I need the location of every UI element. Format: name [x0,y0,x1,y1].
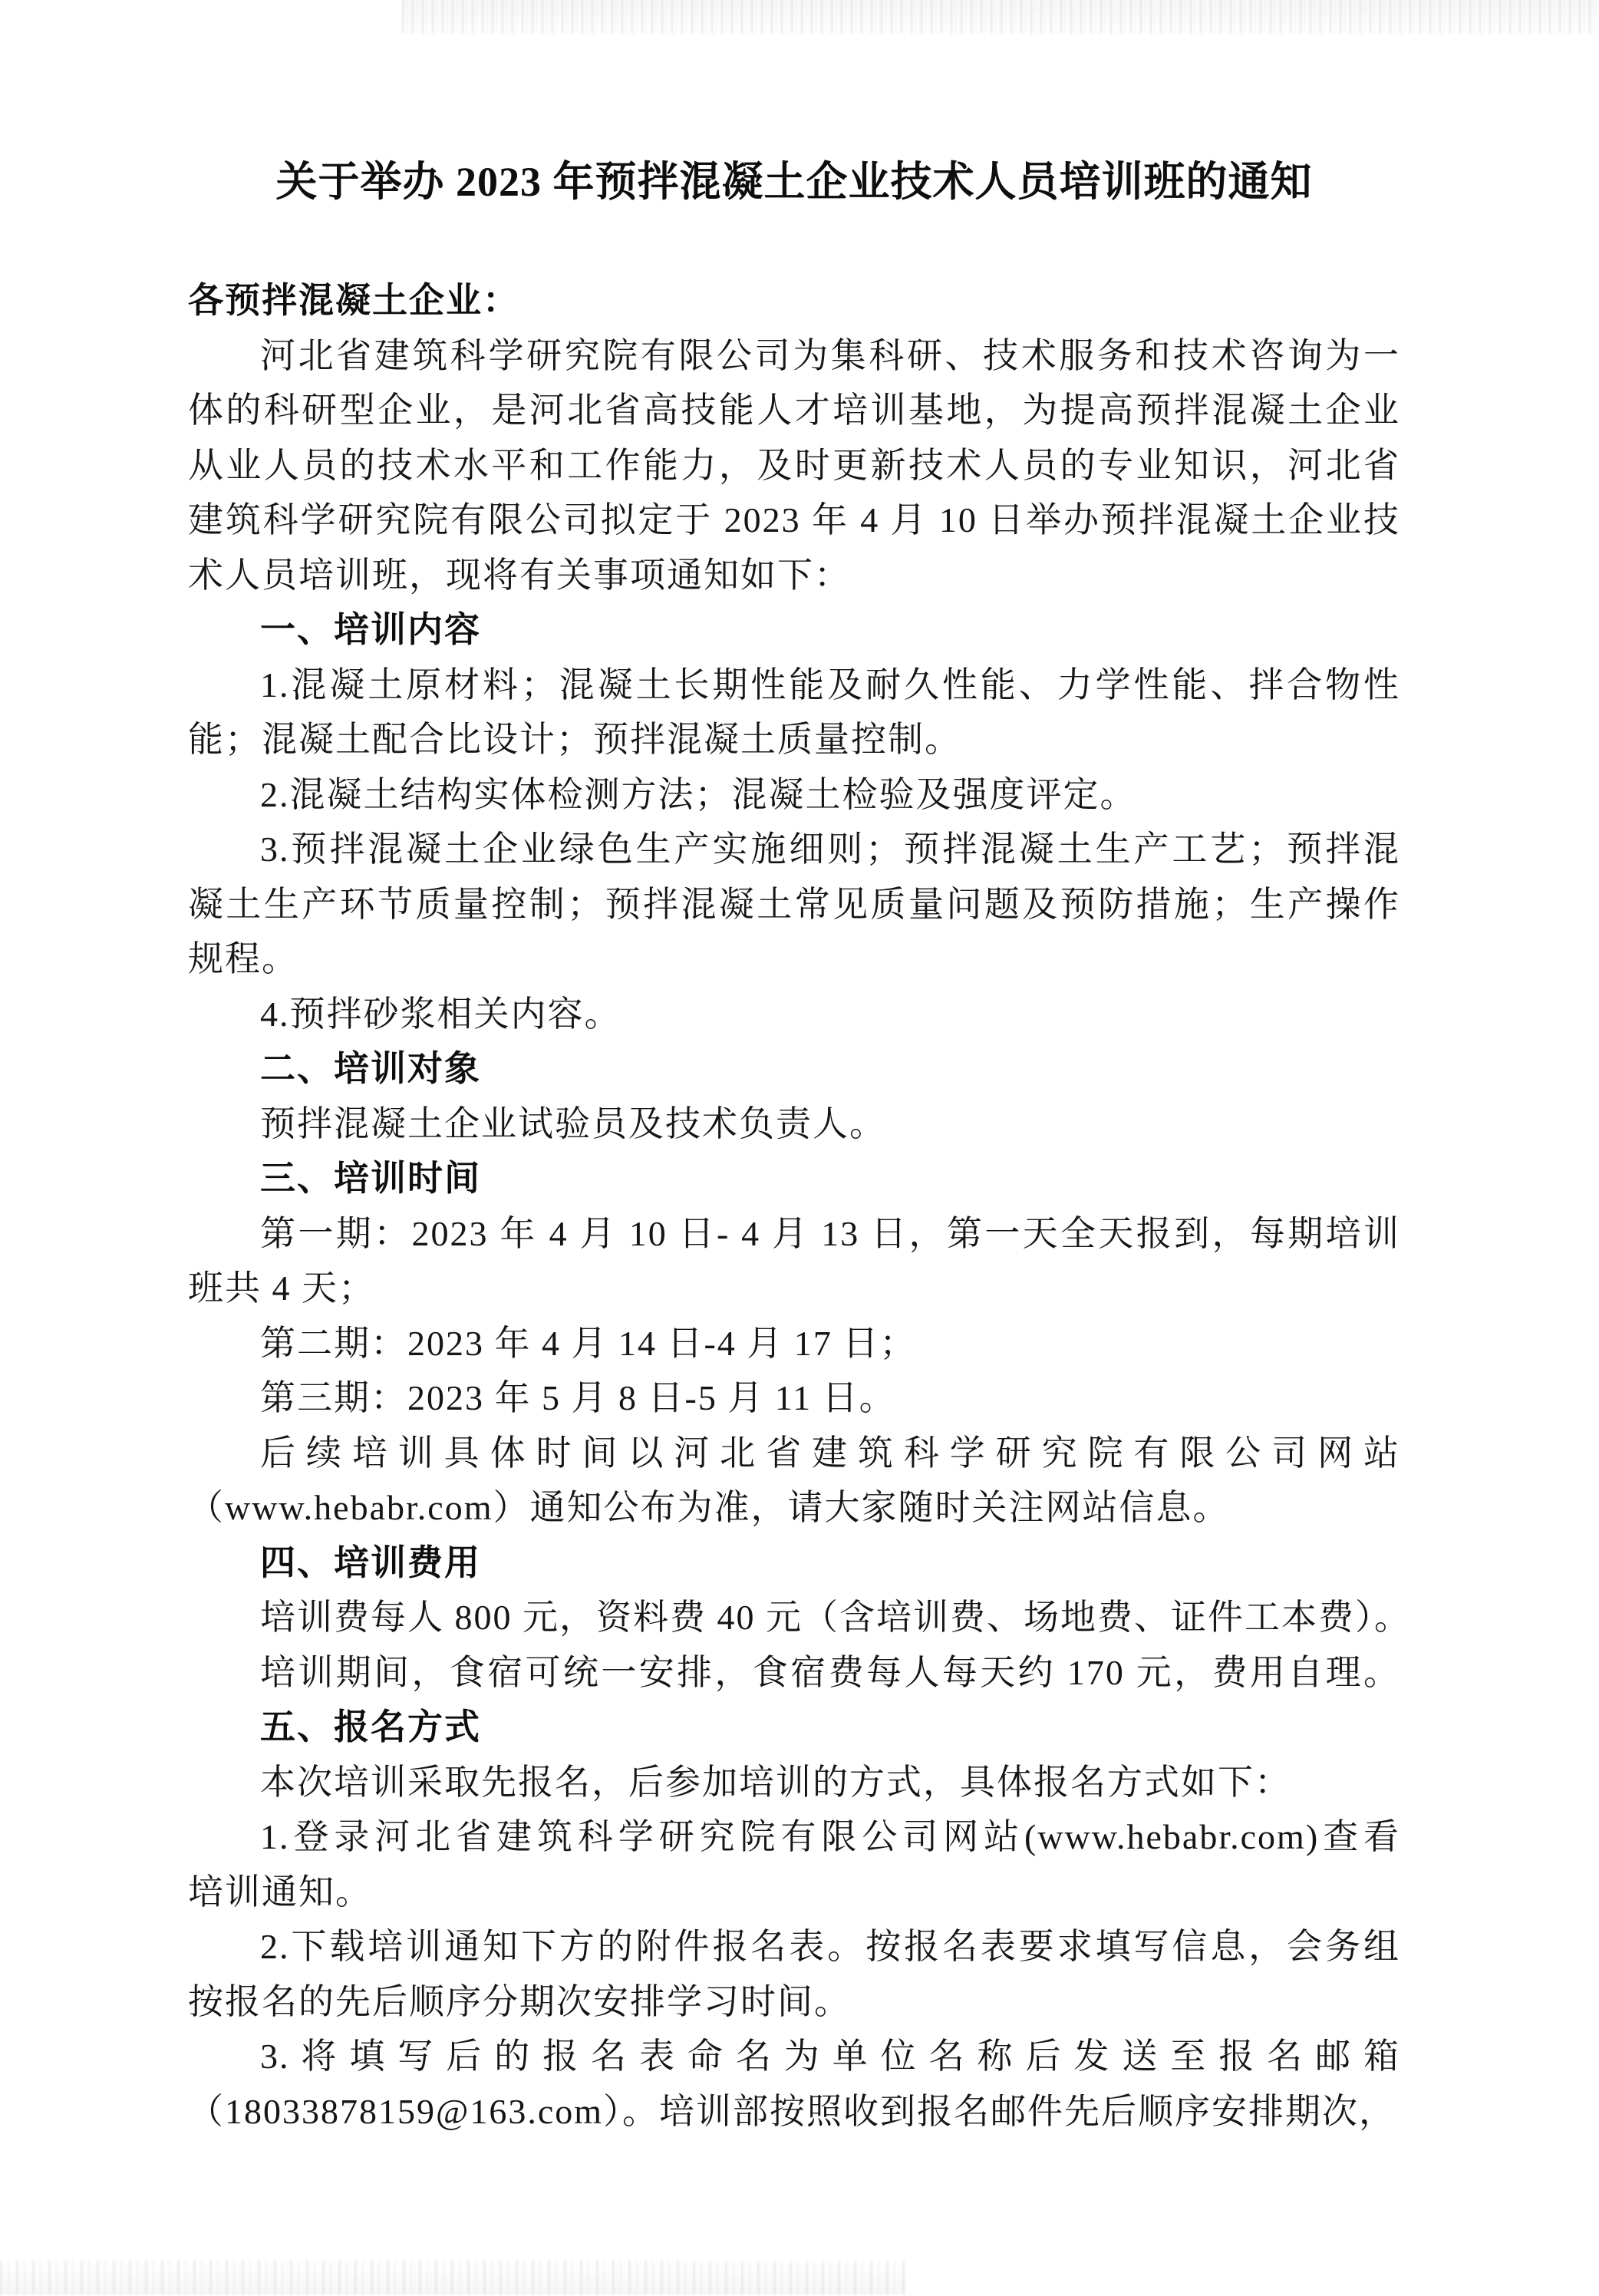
text-line: 班共 4 天； [188,1268,375,1308]
scan-noise-bottom [0,2261,905,2294]
text-line: 河北省建筑科学研究院有限公司为集科研、技术服务和技术咨询为一 [260,335,1400,375]
section-heading: 一、培训内容 [260,610,481,649]
text-line: 1.混凝土原材料；混凝土长期性能及耐久性能、力学性能、拌合物性 [260,665,1400,704]
section-heading: 四、培训费用 [260,1542,481,1582]
section-heading: 二、培训对象 [260,1049,481,1088]
scan-noise-top [402,0,1599,34]
text-line: 规程。 [188,939,298,978]
section-heading: 五、报名方式 [260,1707,481,1747]
text-line: 按报名的先后顺序分期次安排学习时间。 [188,1981,851,2021]
text-line: 第一期：2023 年 4 月 10 日- 4 月 13 日，第一天全天报到，每期培训 [260,1213,1400,1253]
text-line: 3.将填写后的报名表命名为单位名称后发送至报名邮箱 [260,2037,1400,2076]
text-line: 术人员培训班，现将有关事项通知如下： [188,555,851,595]
document-body [188,328,1411,2139]
text-line: 本次培训采取先报名，后参加培训的方式，具体报名方式如下： [260,1762,1291,1802]
text-line: 4.预拌砂浆相关内容。 [260,994,621,1034]
text-line: 体的科研型企业，是河北省高技能人才培训基地，为提高预拌混凝土企业 [188,391,1400,430]
text-line: 2.下载培训通知下方的附件报名表。按报名表要求填写信息，会务组 [260,1927,1400,1966]
text-line: 建筑科学研究院有限公司拟定于 2023 年 4 月 10 日举办预拌混凝土企业技 [188,500,1400,539]
salutation-line: 各预拌混凝土企业： [188,281,519,320]
text-line: 3.预拌混凝土企业绿色生产实施细则；预拌混凝土生产工艺；预拌混 [260,830,1400,869]
text-line: （18033878159@163.com）。培训部按照收到报名邮件先后顺序安排期次， [188,2091,1396,2131]
text-line: 培训费每人 800 元，资料费 40 元（含培训费、场地费、证件工本费）。 [260,1598,1411,1637]
text-line: 1.登录河北省建筑科学研究院有限公司网站(www.hebabr.com)查看 [260,1817,1400,1856]
text-line: 预拌混凝土企业试验员及技术负责人。 [260,1103,886,1143]
document-content [188,152,1411,2139]
document-title: 关于举办 2023 年预拌混凝土企业技术人员培训班的通知 [275,159,1313,205]
section-heading: 三、培训时间 [260,1159,481,1198]
text-line: 从业人员的技术水平和工作能力，及时更新技术人员的专业知识，河北省 [188,445,1400,485]
text-line: 凝土生产环节质量控制；预拌混凝土常见质量问题及预防措施；生产操作 [188,884,1400,924]
text-line: 2.混凝土结构实体检测方法；混凝土检验及强度评定。 [260,774,1137,814]
text-line: （www.hebabr.com）通知公布为准，请大家随时关注网站信息。 [188,1488,1230,1527]
text-line: 后续培训具体时间以河北省建筑科学研究院有限公司网站 [260,1433,1400,1473]
text-line: 第二期：2023 年 4 月 14 日-4 月 17 日； [260,1323,917,1363]
text-line: 培训通知。 [188,1872,372,1912]
text-line: 第三期：2023 年 5 月 8 日-5 月 11 日。 [260,1378,896,1417]
text-line: 能；混凝土配合比设计；预拌混凝土质量控制。 [188,720,961,759]
text-line: 培训期间，食宿可统一安排，食宿费每人每天约 170 元，费用自理。 [260,1652,1400,1692]
